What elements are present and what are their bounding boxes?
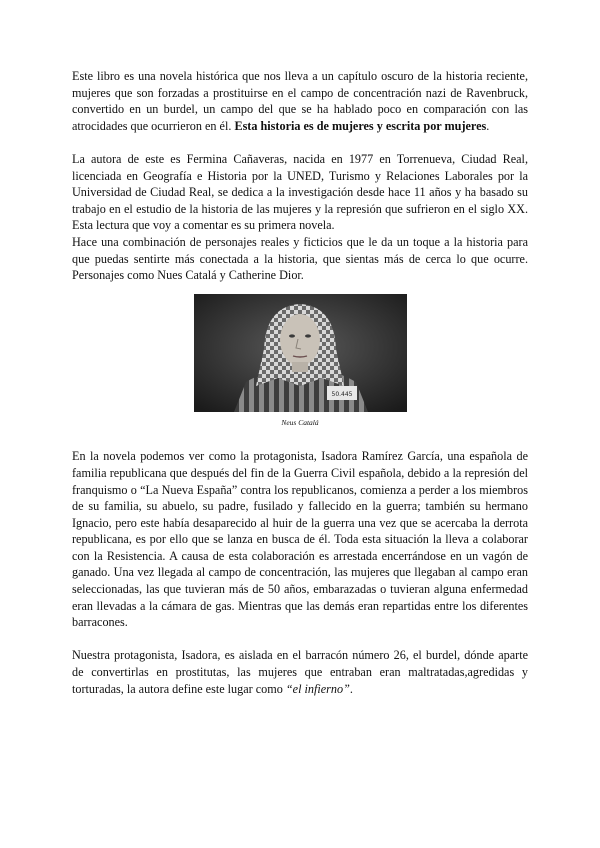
paragraph-author: La autora de este es Fermina Cañaveras, nacida en 1977 en Torrenueva, Ciudad Real, licenciada en Geografía e Historia por la UNED, Turismo y Relaciones Laborales por la Universidad de Ciudad Real, se dedica a la investigación desde hace 11 años y ha basado su trabajo en el estudio de la historia de las mujeres y la represión que sufrieron en el siglo XX. Esta lectura que voy a comentar es su primera novela. [72, 151, 528, 233]
paragraph-gap [72, 432, 528, 449]
prisoner-number: 50.445 [331, 390, 352, 398]
intro-bold-text: Esta historia es de mujeres y escrita por mujeres [234, 118, 487, 133]
barracks-end: . [349, 681, 353, 696]
portrait-illustration [194, 294, 407, 412]
intro-text: Este libro es una novela histórica que nos lleva a un capítulo oscuro de la historia reciente, mujeres que son forzadas a prostituirse en el campo de concentración nazi de Ravenbruck, convertido en un burdel, un campo del que se ha hablado poco en comparación con las atrocidades que ocurrieron en él. [72, 69, 528, 133]
paragraph-gap [72, 134, 528, 151]
figure-caption: Neus Catalá [281, 417, 319, 427]
figure [72, 294, 528, 428]
document-page [72, 68, 528, 697]
paragraph-intro [72, 68, 528, 134]
paragraph-gap [72, 631, 528, 648]
paragraph-plot: En la novela podemos ver como la protagonista, Isadora Ramírez García, una española de familia republicana que después del fin de la Guerra Civil española, debido a la represión del franquismo o “La Nueva España” contra los republicanos, comienza a perder a los miembros de su familia, su abuelo, su padre, fusilado y fallecido en la guerra; también su hermano Ignacio, pero este había desaparecido al huir de la guerra una vez que se acercaba la derrota republicana, es por ello que se lanza en busca de él. Toda esta situación la lleva a colaborar con la Resistencia. A causa de esta colaboración es arrestada encerrándose en un vagón de ganado. Una vez llegada al campo de concentración, las mujeres que llegaban al campo eran seleccionadas, las que tuvieran más de 50 años, embarazadas o tuvieran alguna enfermedad eran llevadas a la cámara de gas. Mientras que las demás eran repartidas entre los diferentes barracones. [72, 449, 528, 630]
paragraph-barracks [72, 647, 528, 697]
paragraph-characters: Hace una combinación de personajes reales y ficticios que le da un toque a la historia para que puedas sentirte más conectada a la historia, que sientas más de cerca lo que ocurre. Personajes como Nues Catalá y Catherine Dior. [72, 234, 528, 283]
intro-end: . [486, 118, 490, 133]
barracks-text: Nuestra protagonista, Isadora, es aislada en el barracón número 26, el burdel, dónde aparte de convertirlas en prostitutas, las mujeres que entraban eran maltratadas,agredidas y torturadas, la autora define este lugar como [72, 648, 528, 696]
portrait-photo [194, 294, 407, 412]
barracks-italic: “el infierno” [285, 681, 350, 696]
